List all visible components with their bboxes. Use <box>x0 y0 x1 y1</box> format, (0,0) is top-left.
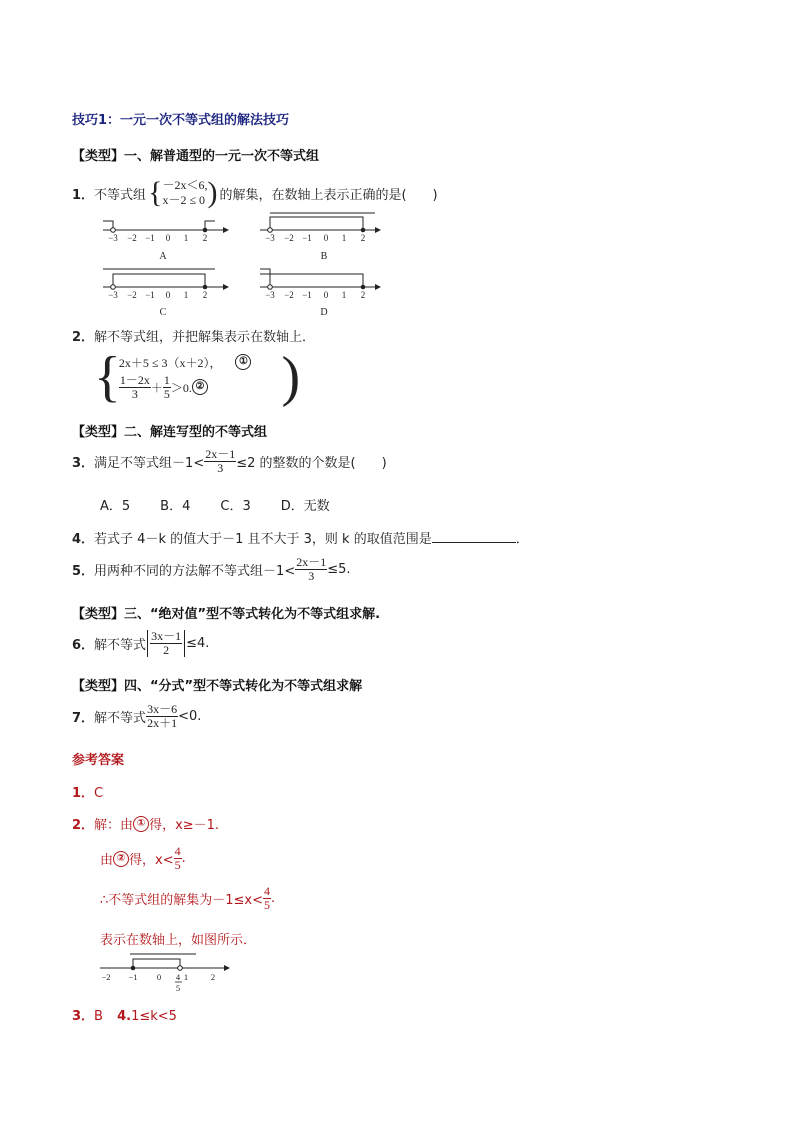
answer-blank[interactable] <box>432 530 516 543</box>
answer-number: 1． <box>72 786 95 801</box>
answers-heading: 参考答案 <box>72 753 125 768</box>
tick-label: −1 <box>302 290 312 300</box>
tick-label: −1 <box>128 972 138 982</box>
tick-label: 0 <box>323 233 329 243</box>
answer-text: ∴不等式组的解集为－1≤x< <box>100 893 264 908</box>
plus-sign: ＋ <box>150 380 163 395</box>
circled-one-mark: ① <box>133 816 149 832</box>
fraction <box>119 374 151 401</box>
q2-line-2 <box>119 372 252 402</box>
tick-label: 2 <box>360 233 366 243</box>
question-stem: 解不等式组，并把解集表示在数轴上． <box>94 330 316 345</box>
question-number: 2． <box>72 330 95 345</box>
tick-label: −2 <box>127 233 137 243</box>
question-stem: ≤2 的整数的个数是( ) <box>236 456 387 471</box>
inequality-2: x－2 ≤ 0 <box>162 193 206 207</box>
tick-label: 0 <box>156 972 162 982</box>
section-heading-4: 【类型】四、“分式”型不等式转化为不等式组求解 <box>72 679 363 694</box>
question-stem: 解不等式 <box>94 711 147 726</box>
answer-number: 2． <box>72 818 95 833</box>
fraction <box>146 703 178 730</box>
q2-line-1 <box>119 352 252 372</box>
question-stem: 解不等式 <box>94 638 147 653</box>
question-stem: ≤4. <box>186 636 210 651</box>
tick-label: −2 <box>127 290 137 300</box>
absolute-value <box>147 630 185 657</box>
fraction <box>204 448 236 475</box>
option-label-c: C <box>159 307 167 318</box>
question-2 <box>72 326 315 345</box>
numerator: 3x－6 <box>147 702 178 716</box>
tick-label: 2 <box>360 290 366 300</box>
right-bracket: ) <box>281 346 301 408</box>
fraction <box>163 374 171 401</box>
numerator: 4 <box>174 844 181 858</box>
tick-label: 0 <box>165 290 171 300</box>
tick-label: 0 <box>323 290 329 300</box>
denominator: 5 <box>174 858 181 872</box>
tick-label: 1 <box>183 290 189 300</box>
tick-label: −3 <box>108 233 118 243</box>
denominator: 2x＋1 <box>147 716 178 730</box>
answer-3-4 <box>72 1005 177 1024</box>
question-number: 3． <box>72 456 95 471</box>
inequality-lines <box>162 178 207 208</box>
denominator: 3 <box>131 386 138 401</box>
option-label-a: A <box>159 251 167 262</box>
numerator: 1－2x <box>119 372 150 387</box>
question-3 <box>72 448 387 475</box>
answer-text: . <box>271 891 276 906</box>
answer-1 <box>72 782 103 801</box>
answer-value: 1≤k<5 <box>131 1009 177 1024</box>
option-label-d: D <box>320 307 328 318</box>
q3-choices <box>100 495 330 514</box>
question-stem: 用两种不同的方法解不等式组－1< <box>94 564 296 579</box>
choice-a[interactable]: A．5 <box>100 499 131 514</box>
answer-text: 解：由 <box>94 818 134 833</box>
question-number: 4． <box>72 532 95 547</box>
tick-label: −1 <box>145 233 155 243</box>
tick-label: 2 <box>210 972 216 982</box>
tick-label: 2 <box>202 233 208 243</box>
answer-2-line-3 <box>100 885 275 912</box>
question-stem: 若式子 4－k 的值大于－1 且不大于 3，则 k 的取值范围是 <box>94 532 432 547</box>
question-stem: ． <box>515 532 529 547</box>
inequality-1: －2x＜6, <box>162 178 208 192</box>
answer-value: B <box>94 1009 103 1024</box>
question-1 <box>72 178 438 208</box>
answer-number-line <box>96 950 236 998</box>
question-4 <box>72 528 529 547</box>
inequality-tail: ＞0. <box>170 380 192 395</box>
page-title: 技巧1：一元一次不等式组的解法技巧 <box>72 113 290 128</box>
q2-system <box>94 346 301 408</box>
numerator: 2x－1 <box>296 555 327 569</box>
answer-number: 3． <box>72 1009 95 1024</box>
section-heading-3: 【类型】三、“绝对值”型不等式转化为不等式组求解. <box>72 607 381 622</box>
numerator: 3x－1 <box>151 629 182 643</box>
numerator: 1 <box>163 372 170 387</box>
tick-label: 1 <box>341 233 347 243</box>
left-brace: { <box>94 346 121 408</box>
tick-label: 1 <box>183 972 189 982</box>
denominator: 3 <box>217 461 224 475</box>
numerator: 4 <box>264 884 271 898</box>
tick-label: −3 <box>108 290 118 300</box>
question-6 <box>72 630 209 657</box>
denominator: 5 <box>264 898 271 912</box>
q2-lines <box>119 352 252 402</box>
denominator: 2 <box>163 643 170 657</box>
question-stem: 的解集，在数轴上表示正确的是( ) <box>219 187 438 203</box>
option-d-number-line[interactable] <box>260 269 381 318</box>
circled-two-mark: ② <box>192 379 208 395</box>
circled-one-mark: ① <box>235 354 251 370</box>
tick-label: −3 <box>265 233 275 243</box>
tick-label: −2 <box>284 233 294 243</box>
circled-two-mark: ② <box>113 851 129 867</box>
fraction <box>150 630 182 657</box>
left-brace: { <box>148 176 163 209</box>
answer-2-line-1 <box>72 814 219 833</box>
tick-label: 0 <box>165 233 171 243</box>
question-stem: 满足不等式组－1< <box>94 456 205 471</box>
question-5 <box>72 556 351 583</box>
tick-label: −3 <box>265 290 275 300</box>
tick-label: −2 <box>101 972 111 982</box>
answer-text: 得，x≥－1. <box>149 818 220 833</box>
tick-label: 1 <box>183 233 189 243</box>
answer-2-line-2 <box>100 845 186 872</box>
answer-value: C <box>94 786 104 801</box>
denominator: 3 <box>308 569 315 583</box>
choice-b[interactable]: B．4 <box>160 499 191 514</box>
answer-number: 4. <box>117 1009 132 1024</box>
question-7 <box>72 703 201 730</box>
answer-text: . <box>181 851 186 866</box>
question-number: 1． <box>72 187 95 203</box>
denominator: 5 <box>163 386 170 401</box>
question-number: 7． <box>72 711 95 726</box>
question-stem: 不等式组 <box>94 187 147 203</box>
number-line-options <box>95 208 385 318</box>
tick-label: 1 <box>341 290 347 300</box>
choice-d[interactable]: D．无数 <box>280 499 330 514</box>
question-stem: ≤5. <box>327 562 351 577</box>
answer-text: 得，x< <box>129 853 174 868</box>
answer-text: 由 <box>100 853 114 868</box>
section-heading-2: 【类型】二、解连写型的不等式组 <box>72 425 268 440</box>
tick-label: −1 <box>302 233 312 243</box>
question-number: 6． <box>72 638 95 653</box>
option-c-number-line[interactable] <box>103 269 229 318</box>
question-stem: <0. <box>178 709 202 724</box>
right-bracket: ) <box>207 176 218 209</box>
tick-label: 4 <box>175 972 181 982</box>
inequality-1: 2x＋5 ≤ 3（x＋2）， <box>118 355 222 370</box>
tick-label: 2 <box>202 290 208 300</box>
tick-label: −2 <box>284 290 294 300</box>
answer-2-line-4: 表示在数轴上，如图所示． <box>100 933 257 948</box>
choice-c[interactable]: C．3 <box>220 499 251 514</box>
option-b-number-line[interactable] <box>260 213 381 262</box>
fraction <box>295 556 327 583</box>
tick-label: −1 <box>145 290 155 300</box>
fraction <box>263 885 271 912</box>
option-a-number-line[interactable] <box>103 221 229 262</box>
section-heading-1: 【类型】一、解普通型的一元一次不等式组 <box>72 149 320 164</box>
inequality-system <box>148 178 217 208</box>
fraction <box>174 845 182 872</box>
numerator: 2x－1 <box>205 447 236 461</box>
tick-label: 5 <box>175 983 181 993</box>
option-label-b: B <box>320 251 328 262</box>
question-number: 5． <box>72 564 95 579</box>
